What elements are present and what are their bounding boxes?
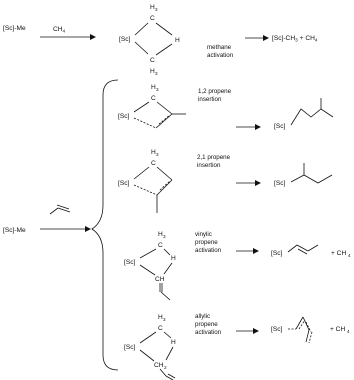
svg-text:C: C [150,57,155,64]
svg-text:propene: propene [195,239,218,246]
svg-text:insertion: insertion [198,96,222,103]
product-vinylic [271,245,351,258]
reactant-sc-me-top: [Sc]-Me [3,25,26,32]
svg-text:3: 3 [156,152,159,157]
svg-text:H: H [151,84,156,91]
svg-text:4: 4 [348,253,351,258]
ts-allylic-activation [124,314,176,380]
svg-text:C: C [158,325,163,332]
product-methane: $[Sc]-CH_3 + CH_4$ [272,35,318,43]
svg-text:3: 3 [156,87,159,92]
product-allylic [271,317,350,343]
svg-text:activation: activation [195,247,222,254]
svg-text:insertion: insertion [197,162,221,169]
svg-text:H: H [150,4,155,11]
svg-text:[Sc]: [Sc] [274,180,286,187]
svg-text:4: 4 [347,329,350,334]
svg-text:H: H [158,231,163,238]
svg-text:[Sc]: [Sc] [274,123,286,130]
label-vinylic-activation: vinylic [195,231,212,238]
svg-text:2: 2 [164,365,167,370]
svg-text:[Sc]: [Sc] [124,259,136,266]
svg-text:[Sc]: [Sc] [119,36,131,43]
svg-text:3: 3 [163,317,166,322]
svg-text:propene: propene [195,321,218,328]
product-12-insertion [274,98,333,130]
svg-text:+ CH: + CH [330,326,346,333]
label-methane-activation: methane [207,44,232,51]
svg-text:H: H [171,339,176,346]
svg-text:H: H [150,68,155,75]
ts-methane-activation [119,4,180,76]
svg-text:+ CH: + CH [331,250,347,257]
svg-text:C: C [151,95,156,102]
svg-text:[Sc]: [Sc] [271,326,283,333]
svg-text:activation: activation [207,52,234,59]
svg-text:3: 3 [155,7,158,12]
ts-12-insertion [118,84,186,128]
svg-text:3: 3 [155,71,158,76]
svg-text:C: C [151,160,156,167]
reactant-sc-me-left: [Sc]-Me [3,227,26,234]
svg-text:H: H [175,37,180,44]
svg-text:[Sc]: [Sc] [124,344,136,351]
svg-text:[Sc]: [Sc] [118,113,130,120]
svg-text:[Sc]: [Sc] [118,180,130,187]
svg-text:CH: CH [154,362,164,369]
propene-molecule [50,205,70,214]
svg-text:H: H [158,314,163,321]
svg-text:activation: activation [195,329,222,336]
reagent-methane: $CH_4$ [53,26,66,34]
ts-21-insertion [118,149,172,213]
label-21-insertion: 2,1 propene [197,154,231,161]
label-12-insertion: 1,2 propene [198,88,232,95]
svg-text:H: H [171,255,176,262]
ts-vinylic-activation [124,231,176,300]
svg-text:3: 3 [163,234,166,239]
svg-text:H: H [151,149,156,156]
svg-text:CH: CH [155,276,165,283]
label-allylic-activation: allylic [195,313,211,320]
product-21-insertion [274,163,332,187]
svg-text:[Sc]: [Sc] [271,250,283,257]
svg-text:C: C [158,242,163,249]
branch-brace [92,80,118,370]
svg-text:C: C [150,15,155,22]
